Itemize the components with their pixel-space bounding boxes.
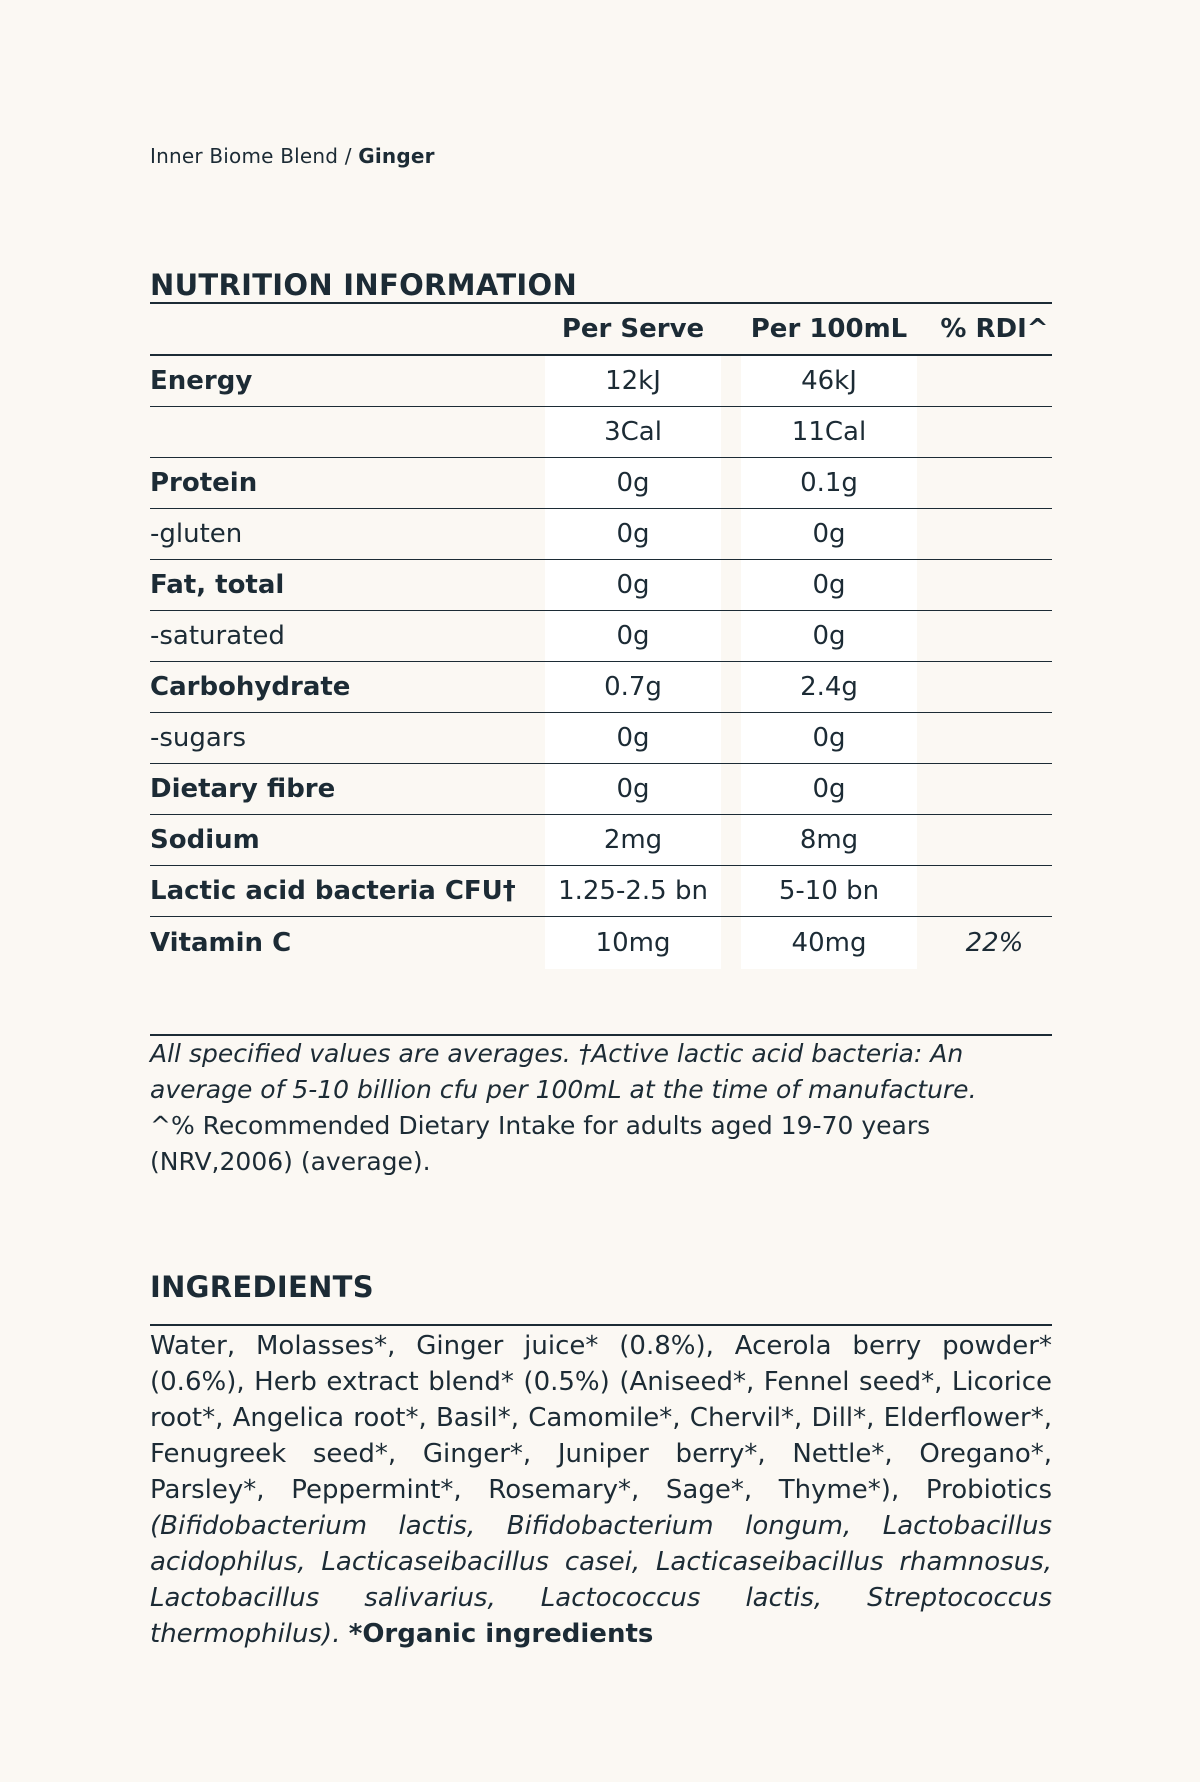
rdi-value — [937, 662, 1052, 712]
rdi-value — [937, 866, 1052, 916]
per-100ml-value: 0g — [812, 570, 846, 600]
per-100ml-value: 0.1g — [800, 468, 858, 498]
nutrient-label: -saturated — [150, 621, 285, 651]
per-serve-value: 0g — [616, 570, 650, 600]
nutrient-label — [150, 407, 545, 457]
per-100ml-value: 40mg — [791, 928, 867, 958]
header-per-serve: Per Serve — [561, 314, 705, 344]
nutrition-row — [150, 917, 1052, 969]
nutrient-label: Carbohydrate — [150, 672, 351, 702]
averages-note: All specified values are averages. †Active lactic acid bacteria: An average of 5-10 billion cfu per 100mL at the time of manufacture. — [150, 1039, 977, 1104]
ingredients-probiotics: (Bifidobacterium lactis, Bifidobacterium longum, Lactobacillus acidophilus, Lacticaseibacillus casei, Lacticaseibacillus rhamnosus, Lactobacillus salivarius, Lactococcus lactis, Streptococcus thermophilus). — [150, 1511, 1052, 1649]
per-serve-value: 0g — [616, 621, 650, 651]
per-100ml-value: 5-10 bn — [778, 876, 880, 906]
nutrition-table — [150, 304, 1052, 969]
nutrient-label: Lactic acid bacteria CFU† — [150, 876, 516, 906]
nutrient-label: Dietary fibre — [150, 774, 336, 804]
nutrition-header-row — [150, 304, 1052, 356]
breadcrumb-current: Ginger — [358, 144, 435, 168]
ingredients-main: Water, Molasses*, Ginger juice* (0.8%), Acerola berry powder* (0.6%), Herb extract blend* (0.5%) (Aniseed*, Fennel seed*, Licorice root*, Angelica root*, Basil*, Camomile*, Chervil*, Dill*, Elderflower*, Fenugreek seed*, Ginger*, Juniper berry*, Nettle*, Oregano*, Parsley*, Peppermint*, Rosemary*, Sage*, Thyme*), Probiotics — [150, 1331, 1052, 1505]
rdi-value — [937, 764, 1052, 814]
rdi-value — [937, 611, 1052, 661]
per-100ml-value: 2.4g — [800, 672, 858, 702]
rdi-value: 22% — [965, 928, 1024, 958]
ingredients-rule — [150, 1324, 1052, 1326]
nutrient-label: -gluten — [150, 519, 243, 549]
organic-note: *Organic ingredients — [348, 1619, 654, 1649]
per-100ml-value: 8mg — [799, 825, 859, 855]
rdi-value — [937, 815, 1052, 865]
per-100ml-value: 0g — [812, 519, 846, 549]
nutrient-label: Fat, total — [150, 570, 285, 600]
per-serve-value: 3Cal — [604, 417, 662, 447]
nutrition-row — [150, 611, 1052, 662]
nutrition-row — [150, 407, 1052, 458]
per-serve-value: 0g — [616, 519, 650, 549]
per-100ml-value: 46kJ — [801, 366, 857, 396]
nutrition-row — [150, 458, 1052, 509]
header-per-100ml: Per 100mL — [750, 314, 908, 344]
nutrition-row — [150, 356, 1052, 407]
rdi-note: ^% Recommended Dietary Intake for adults aged 19-70 years (NRV,2006) (average). — [150, 1111, 931, 1176]
breadcrumb-parent: Inner Biome Blend — [150, 144, 339, 168]
nutrition-row — [150, 866, 1052, 917]
rdi-value — [937, 509, 1052, 559]
nutrient-label: Sodium — [150, 825, 260, 855]
nutrient-label: Vitamin C — [150, 928, 292, 958]
nutrition-title: NUTRITION INFORMATION — [150, 268, 578, 302]
nutrition-row — [150, 509, 1052, 560]
per-serve-value: 0g — [616, 468, 650, 498]
per-serve-value: 12kJ — [605, 366, 661, 396]
nutrition-row — [150, 560, 1052, 611]
rdi-value — [937, 356, 1052, 406]
rdi-value — [937, 407, 1052, 457]
nutrition-row — [150, 662, 1052, 713]
rdi-value — [937, 560, 1052, 610]
per-100ml-value: 0g — [812, 774, 846, 804]
per-serve-value: 2mg — [603, 825, 663, 855]
breadcrumb — [150, 144, 435, 168]
per-serve-value: 10mg — [595, 928, 671, 958]
ingredients-list — [150, 1328, 1052, 1652]
nutrient-label: -sugars — [150, 723, 247, 753]
per-100ml-value: 0g — [812, 621, 846, 651]
per-serve-value: 1.25-2.5 bn — [558, 876, 708, 906]
nutrient-label: Energy — [150, 366, 253, 396]
per-100ml-value: 11Cal — [791, 417, 867, 447]
ingredients-title: INGREDIENTS — [150, 1270, 374, 1304]
rdi-value — [937, 458, 1052, 508]
nutrition-notes — [150, 1036, 1052, 1180]
nutrition-row — [150, 815, 1052, 866]
per-serve-value: 0g — [616, 723, 650, 753]
breadcrumb-separator: / — [344, 144, 352, 168]
header-rdi: % RDI^ — [940, 314, 1049, 344]
rdi-value — [937, 713, 1052, 763]
nutrition-row — [150, 713, 1052, 764]
per-serve-value: 0.7g — [604, 672, 662, 702]
nutrient-label: Protein — [150, 468, 258, 498]
per-100ml-value: 0g — [812, 723, 846, 753]
nutrition-row — [150, 764, 1052, 815]
per-serve-value: 0g — [616, 774, 650, 804]
